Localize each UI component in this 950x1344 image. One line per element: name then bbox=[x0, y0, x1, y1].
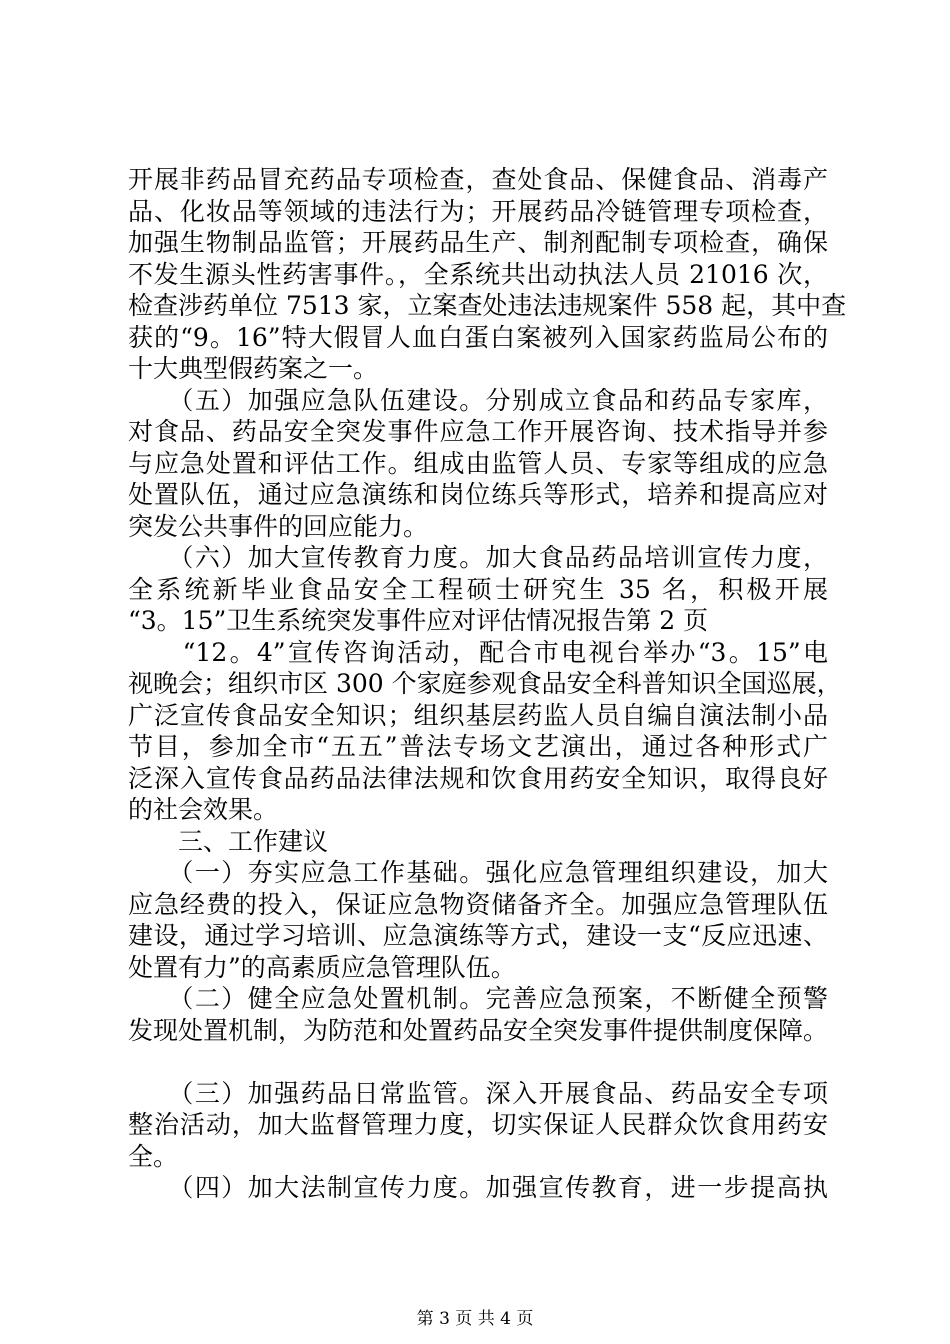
text-line: 处置队伍，通过应急演练和岗位练兵等形式，培养和提高应对 bbox=[128, 480, 828, 509]
text-line: （一）夯实应急工作基础。强化应急管理组织建设，加大 bbox=[128, 858, 828, 887]
text-line: 开展非药品冒充药品专项检查，查处食品、保健食品、消毒产 bbox=[128, 165, 828, 194]
text-line: 全。 bbox=[128, 1141, 179, 1171]
text-line: （三）加强药品日常监管。深入开展食品、药品安全专项 bbox=[128, 1078, 828, 1108]
text-line: 处置有力”的高素质应急管理队伍。 bbox=[128, 952, 516, 982]
text-line: （四）加大法制宣传力度。加强宣传教育，进一步提高执 bbox=[128, 1173, 828, 1202]
text-line: “3。15”卫生系统突发事件应对评估情况报告第 2 页 bbox=[128, 606, 709, 635]
text-line: 获的“9。16”特大假冒人血白蛋白案被列入国家药监局公布的 bbox=[128, 322, 828, 352]
document-body bbox=[128, 164, 847, 1204]
text-line: “12。4”宣传咨询活动，配合市电视台举办“3。15”电 bbox=[128, 637, 828, 667]
text-line: 对食品、药品安全突发事件应急工作开展咨询、技术指导并参 bbox=[128, 417, 828, 446]
text-line: （五）加强应急队伍建设。分别成立食品和药品专家库， bbox=[128, 385, 828, 415]
text-line: 整治活动，加大监督管理力度，切实保证人民群众饮食用药安 bbox=[128, 1110, 828, 1139]
text-line: 与应急处置和评估工作。组成由监管人员、专家等组成的应急 bbox=[128, 448, 828, 478]
text-line: 的社会效果。 bbox=[128, 795, 279, 824]
text-line: 突发公共事件的回应能力。 bbox=[128, 511, 429, 541]
text-line: 建设，通过学习培训、应急演练等方式，建设一支“反应迅速、 bbox=[128, 921, 828, 950]
paragraph-gap bbox=[128, 1046, 828, 1078]
text-line: 节目，参加全市“五五”普法专场文艺演出，通过各种形式广 bbox=[128, 732, 828, 761]
text-line: 发现处置机制，为防范和处置药品安全突发事件提供制度保障。 bbox=[128, 1015, 829, 1045]
text-line: 不发生源头性药害事件。，全系统共出动执法人员 21016 次， bbox=[128, 259, 828, 289]
section-heading: 三、工作建议 bbox=[128, 826, 329, 856]
text-line: 品、化妆品等领域的违法行为；开展药品冷链管理专项检查， bbox=[128, 196, 828, 226]
text-line: 加强生物制品监管；开展药品生产、制剂配制专项检查，确保 bbox=[128, 228, 828, 257]
page-footer: 第 3 页 共 4 页 bbox=[416, 1309, 534, 1329]
text-line: 视晚会；组织市区 300 个家庭参观食品安全科普知识全国巡展， bbox=[128, 669, 842, 698]
text-line: 应急经费的投入，保证应急物资储备齐全。加强应急管理队伍 bbox=[128, 889, 828, 919]
text-line: 十大典型假药案之一。 bbox=[128, 354, 379, 383]
text-line: 检查涉药单位 7513 家，立案查处违法违规案件 558 起，其中查 bbox=[128, 291, 847, 320]
text-line: 全系统新毕业食品安全工程硕士研究生 35 名，积极开展 bbox=[128, 574, 828, 604]
text-line: 广泛宣传食品安全知识；组织基层药监人员自编自演法制小品 bbox=[128, 700, 828, 730]
text-line: （六）加大宣传教育力度。加大食品药品培训宣传力度， bbox=[128, 543, 828, 572]
text-line: （二）健全应急处置机制。完善应急预案，不断健全预警 bbox=[128, 984, 828, 1013]
text-line: 泛深入宣传食品药品法律法规和饮食用药安全知识，取得良好 bbox=[128, 763, 828, 793]
